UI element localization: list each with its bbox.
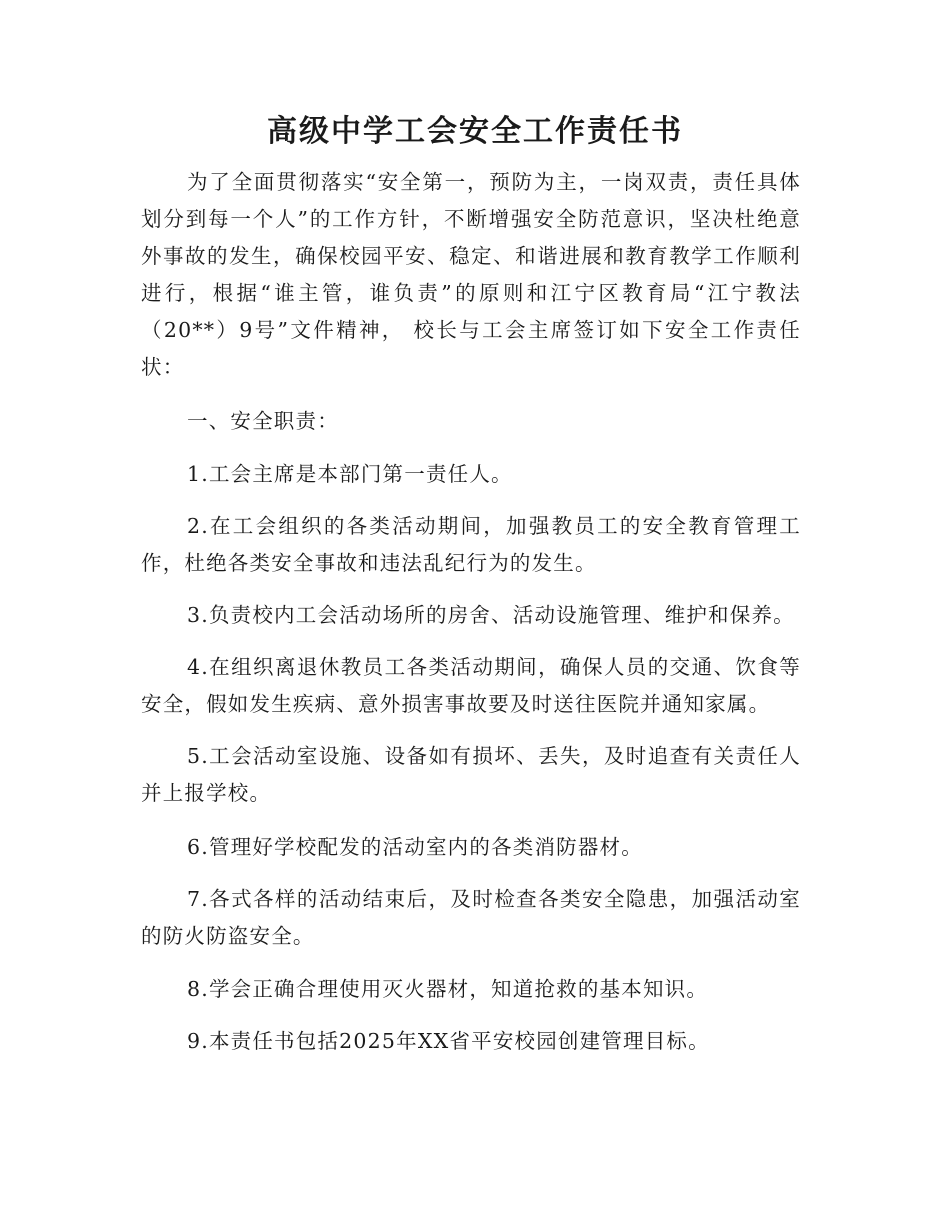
list-item: 5.工会活动室设施、设备如有损坏、丢失，及时追查有关责任人并上报学校。 [141,744,801,805]
list-item: 2.在工会组织的各类活动期间，加强教员工的安全教育管理工作，杜绝各类安全事故和违法乱纪行为的发生。 [141,514,801,575]
document-title: 高级中学工会安全工作责任书 [267,114,683,149]
list-item: 9.本责任书包括2025年XX省平安校园创建管理目标。 [187,1029,710,1053]
list-item: 3.负责校内工会活动场所的房舍、活动设施管理、维护和保养。 [187,603,795,627]
list-item: 8.学会正确合理使用灭火器材，知道抢救的基本知识。 [187,977,709,1001]
list-item: 1.工会主席是本部门第一责任人。 [187,462,513,486]
list-item: 4.在组织离退休教员工各类活动期间，确保人员的交通、饮食等安全，假如发生疾病、意外损害事故要及时送往医院并通知家属。 [141,655,801,716]
section-heading: 一、安全职责： [187,409,339,433]
intro-paragraph: 为了全面贯彻落实“安全第一，预防为主，一岗双责，责任具体划分到每一个人”的工作方针，不断增强安全防范意识，坚决杜绝意外事故的发生，确保校园平安、稳定、和谐进展和教育教学工作顺利进行，根据“谁主管，谁负责”的原则和江宁区教育局“江宁教法（20**）9号”文件精神， 校长与工会主席签订如下安全工作责任状： [141,170,801,379]
list-item: 7.各式各样的活动结束后，及时检查各类安全隐患，加强活动室的防火防盗安全。 [141,887,801,948]
list-item: 6.管理好学校配发的活动室内的各类消防器材。 [187,835,643,859]
